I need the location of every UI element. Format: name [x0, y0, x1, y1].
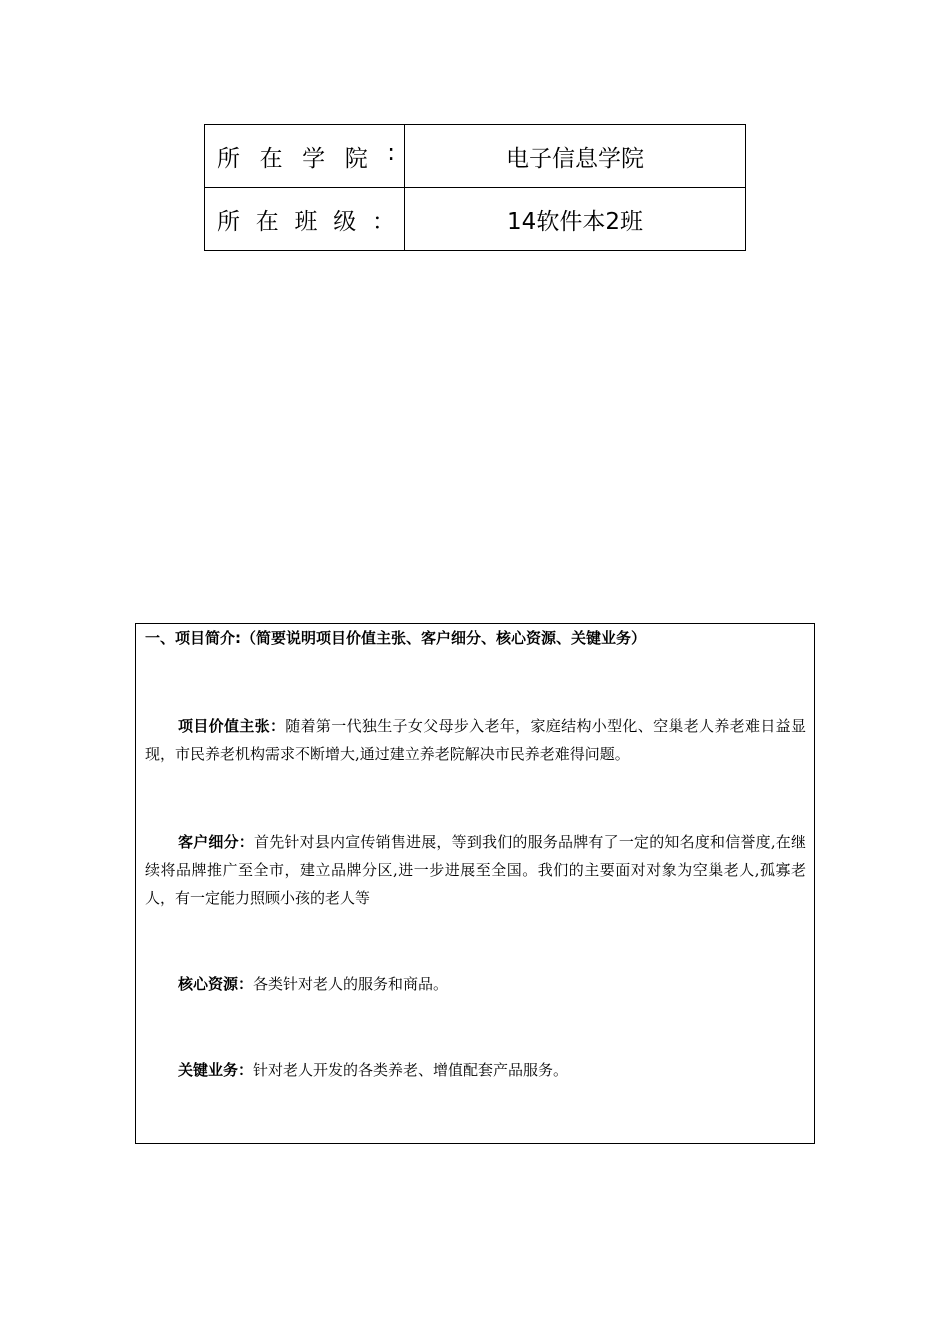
key-resources-text: 各类针对老人的服务和商品。	[253, 975, 449, 993]
key-resources-title: 核心资源：	[178, 975, 254, 993]
key-activities-title: 关键业务：	[178, 1061, 254, 1079]
college-label-char: 在	[259, 145, 283, 172]
class-value: 14软件本2班	[405, 188, 746, 251]
class-label-char: 在	[255, 208, 279, 235]
customer-segments-paragraph	[145, 828, 806, 912]
info-row-class	[205, 188, 746, 251]
value-proposition-text: 随着第一代独生子女父母步入老年，家庭结构小型化、空巢老人养老难日益显现，市民养老机构需求不断增大,通过建立养老院解决市民养老难得问题。	[145, 717, 806, 763]
class-label-char: 所	[217, 208, 240, 235]
class-label	[205, 188, 405, 251]
value-proposition-paragraph	[145, 712, 806, 768]
college-label	[205, 125, 405, 188]
class-label-colon: ：	[372, 208, 395, 235]
info-table	[204, 124, 746, 251]
college-label-char: 所	[217, 145, 240, 172]
college-value: 电子信息学院	[405, 125, 746, 188]
key-activities-text: 针对老人开发的各类养老、增值配套产品服务。	[253, 1061, 569, 1079]
college-label-char: 院	[344, 145, 368, 172]
college-label-char: 学	[302, 145, 326, 172]
college-label-colon: :	[387, 139, 395, 166]
customer-segments-text: 首先针对县内宣传销售进展，等到我们的服务品牌有了一定的知名度和信誉度,在继续将品牌推广至全市，建立品牌分区,进一步进展至全国。我们的主要面对对象为空巢老人,孤寡老人，有一定能力照顾小孩的老人等	[145, 833, 806, 907]
value-proposition-title: 项目价值主张：	[178, 717, 286, 735]
intro-heading: 一、项目简介:（简要说明项目价值主张、客户细分、核心资源、关键业务）	[145, 629, 647, 647]
project-intro-box	[135, 623, 815, 1144]
info-row-college	[205, 125, 746, 188]
key-resources-paragraph	[145, 970, 806, 998]
class-label-char: 级	[333, 208, 357, 235]
key-activities-paragraph	[145, 1056, 806, 1084]
customer-segments-title: 客户细分：	[178, 833, 255, 851]
class-label-char: 班	[294, 208, 318, 235]
